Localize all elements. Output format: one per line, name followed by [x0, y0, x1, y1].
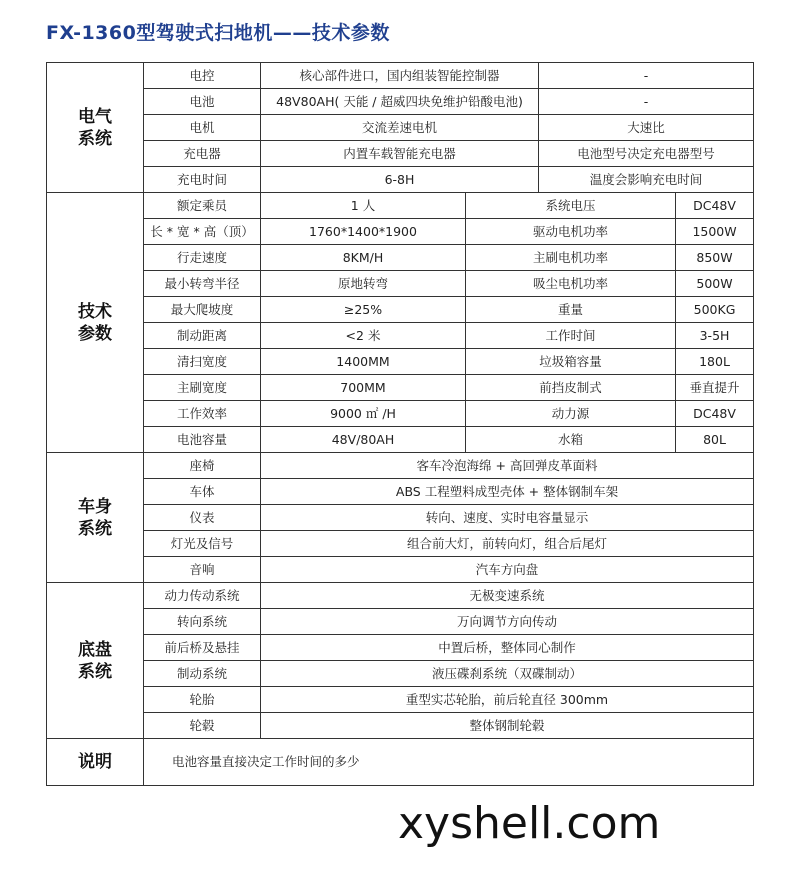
section-heading: 底盘 系统	[47, 583, 144, 739]
param-value: 850W	[676, 245, 754, 271]
param-value: DC48V	[676, 193, 754, 219]
section-heading: 车身 系统	[47, 453, 144, 583]
table-row	[47, 349, 754, 375]
param-label: 工作时间	[466, 323, 676, 349]
param-value: 1400MM	[261, 349, 466, 375]
table-row	[47, 167, 754, 193]
param-label: 前挡皮制式	[466, 375, 676, 401]
param-label: 车体	[144, 479, 261, 505]
table-row	[47, 661, 754, 687]
param-value: 6-8H	[261, 167, 539, 193]
param-value: 组合前大灯，前转向灯，组合后尾灯	[261, 531, 754, 557]
param-value: 交流差速电机	[261, 115, 539, 141]
table-row	[47, 609, 754, 635]
param-label: 仪表	[144, 505, 261, 531]
param-value: 3-5H	[676, 323, 754, 349]
param-label: 灯光及信号	[144, 531, 261, 557]
param-value: 1500W	[676, 219, 754, 245]
param-label: 水箱	[466, 427, 676, 453]
table-row	[47, 427, 754, 453]
table-row	[47, 635, 754, 661]
param-label: 轮胎	[144, 687, 261, 713]
note-text: 电池容量直接决定工作时间的多少	[144, 739, 754, 786]
param-value: 转向、速度、实时电容量显示	[261, 505, 754, 531]
param-value: 原地转弯	[261, 271, 466, 297]
param-value: 整体钢制轮毂	[261, 713, 754, 739]
param-value: DC48V	[676, 401, 754, 427]
table-row	[47, 219, 754, 245]
param-value: 48V80AH( 天能 / 超威四块免维护铅酸电池)	[261, 89, 539, 115]
param-label: 电机	[144, 115, 261, 141]
table-row	[47, 193, 754, 219]
param-value: 1 人	[261, 193, 466, 219]
table-row	[47, 531, 754, 557]
param-value: 万向调节方向传动	[261, 609, 754, 635]
param-value: 中置后桥，整体同心制作	[261, 635, 754, 661]
param-value: 700MM	[261, 375, 466, 401]
param-label: 充电时间	[144, 167, 261, 193]
table-row	[47, 401, 754, 427]
param-label: 电池容量	[144, 427, 261, 453]
param-label: 动力源	[466, 401, 676, 427]
param-value: 8KM/H	[261, 245, 466, 271]
param-label: 长 * 宽 * 高（顶）	[144, 219, 261, 245]
param-label: 制动系统	[144, 661, 261, 687]
param-label: 重量	[466, 297, 676, 323]
table-row	[47, 687, 754, 713]
section-heading: 电气 系统	[47, 63, 144, 193]
param-label: 轮毂	[144, 713, 261, 739]
table-row	[47, 583, 754, 609]
param-extra: -	[539, 89, 754, 115]
param-value: 客车冷泡海绵 + 高回弹皮革面料	[261, 453, 754, 479]
param-value: 汽车方向盘	[261, 557, 754, 583]
table-row	[47, 557, 754, 583]
param-extra: 电池型号决定充电器型号	[539, 141, 754, 167]
table-row	[47, 271, 754, 297]
param-label: 最大爬坡度	[144, 297, 261, 323]
param-label: 清扫宽度	[144, 349, 261, 375]
param-extra: -	[539, 63, 754, 89]
note-row	[47, 739, 754, 786]
note-label: 说明	[47, 739, 144, 786]
param-value: 1760*1400*1900	[261, 219, 466, 245]
param-label: 电池	[144, 89, 261, 115]
param-extra: 温度会影响充电时间	[539, 167, 754, 193]
param-value: 垂直提升	[676, 375, 754, 401]
param-label: 行走速度	[144, 245, 261, 271]
param-label: 动力传动系统	[144, 583, 261, 609]
param-label: 制动距离	[144, 323, 261, 349]
param-value: 无极变速系统	[261, 583, 754, 609]
param-extra: 大速比	[539, 115, 754, 141]
table-row	[47, 505, 754, 531]
table-row	[47, 323, 754, 349]
param-label: 额定乘员	[144, 193, 261, 219]
watermark: xyshell.com	[398, 798, 661, 849]
param-label: 电控	[144, 63, 261, 89]
param-value: 核心部件进口，国内组装智能控制器	[261, 63, 539, 89]
param-label: 音响	[144, 557, 261, 583]
param-value: 内置车载智能充电器	[261, 141, 539, 167]
param-label: 最小转弯半径	[144, 271, 261, 297]
table-row	[47, 115, 754, 141]
param-label: 垃圾箱容量	[466, 349, 676, 375]
spec-table	[46, 62, 754, 786]
table-row	[47, 453, 754, 479]
param-label: 前后桥及悬挂	[144, 635, 261, 661]
table-row	[47, 141, 754, 167]
param-value: ABS 工程塑料成型壳体 + 整体钢制车架	[261, 479, 754, 505]
param-value: 80L	[676, 427, 754, 453]
param-label: 工作效率	[144, 401, 261, 427]
param-label: 主刷宽度	[144, 375, 261, 401]
param-value: 液压碟刹系统（双碟制动）	[261, 661, 754, 687]
table-row	[47, 89, 754, 115]
table-row	[47, 479, 754, 505]
table-row	[47, 375, 754, 401]
table-row	[47, 713, 754, 739]
param-label: 转向系统	[144, 609, 261, 635]
param-label: 座椅	[144, 453, 261, 479]
param-value: 9000 ㎡ /H	[261, 401, 466, 427]
param-value: 500W	[676, 271, 754, 297]
param-value: 重型实芯轮胎，前后轮直径 300mm	[261, 687, 754, 713]
param-value: 180L	[676, 349, 754, 375]
param-label: 充电器	[144, 141, 261, 167]
param-label: 系统电压	[466, 193, 676, 219]
param-value: ≥25%	[261, 297, 466, 323]
section-heading: 技术 参数	[47, 193, 144, 453]
param-value: 500KG	[676, 297, 754, 323]
table-row	[47, 63, 754, 89]
param-label: 吸尘电机功率	[466, 271, 676, 297]
param-value: 48V/80AH	[261, 427, 466, 453]
param-label: 主刷电机功率	[466, 245, 676, 271]
param-value: <2 米	[261, 323, 466, 349]
param-label: 驱动电机功率	[466, 219, 676, 245]
table-row	[47, 297, 754, 323]
page-title: FX-1360型驾驶式扫地机——技术参数	[46, 22, 390, 44]
table-row	[47, 245, 754, 271]
